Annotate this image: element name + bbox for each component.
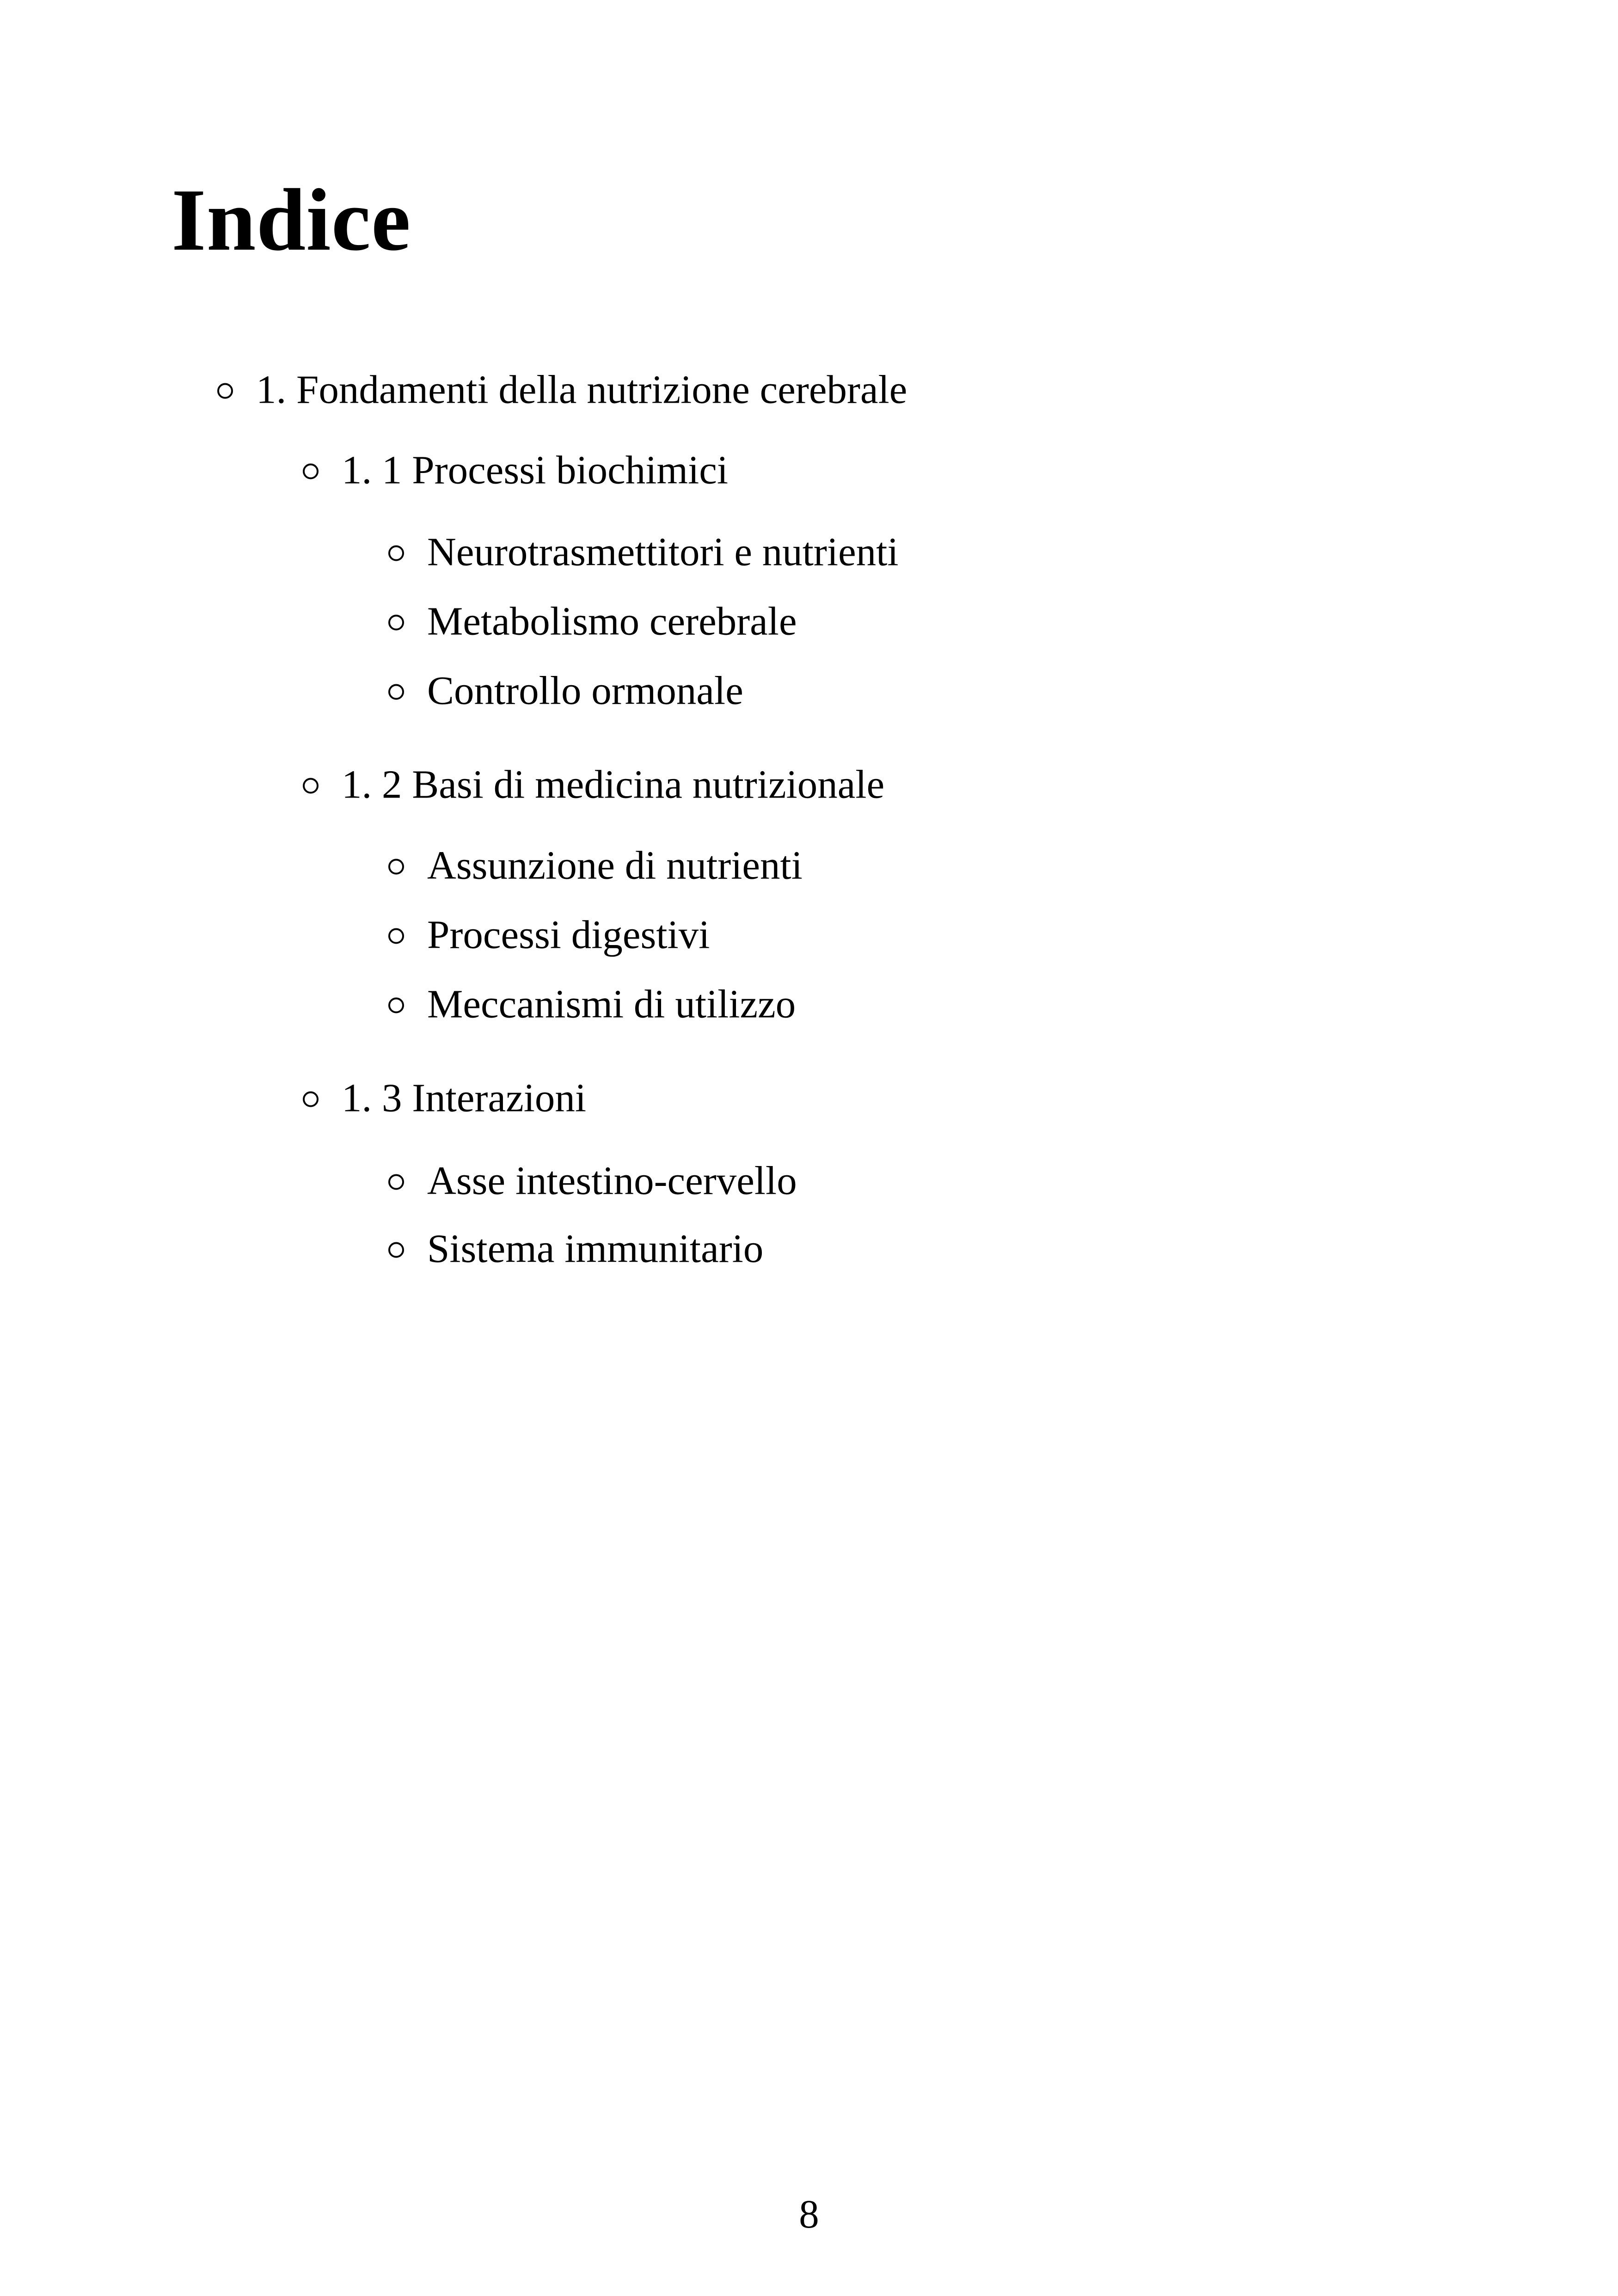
circle-bullet-icon	[388, 615, 404, 631]
circle-bullet-icon	[303, 778, 319, 794]
toc-item-label: 1. 1 Processi biochimici	[342, 447, 729, 492]
toc-item-section-1-2[interactable]	[303, 761, 885, 807]
circle-bullet-icon	[217, 383, 233, 399]
toc-item-chapter-1[interactable]	[217, 369, 907, 410]
circle-bullet-icon	[388, 998, 404, 1013]
circle-bullet-icon	[303, 1092, 319, 1107]
toc-item-sistema-immunitario[interactable]	[388, 1228, 763, 1269]
toc-item-section-1-3[interactable]	[303, 1075, 587, 1120]
toc-item-label: Processi digestivi	[427, 912, 710, 957]
page-number: 8	[799, 2192, 819, 2236]
toc-item-assunzione[interactable]	[388, 842, 803, 888]
circle-bullet-icon	[388, 1242, 404, 1258]
toc-item-neurotrasmettitori[interactable]	[388, 529, 899, 574]
circle-bullet-icon	[388, 928, 404, 944]
circle-bullet-icon	[388, 859, 404, 875]
toc-item-label: 1. 3 Interazioni	[342, 1075, 587, 1120]
toc-item-label: 1. 2 Basi di medicina nutrizionale	[342, 761, 885, 807]
circle-bullet-icon	[388, 546, 404, 561]
toc-item-label: Metabolismo cerebrale	[427, 598, 797, 644]
toc-item-metabolismo[interactable]	[388, 598, 797, 644]
toc-item-label: Neurotrasmettitori e nutrienti	[427, 529, 899, 574]
toc-item-processi-digestivi[interactable]	[388, 912, 710, 957]
toc-item-label: Sistema immunitario	[427, 1226, 764, 1271]
toc-item-controllo-ormonale[interactable]	[388, 670, 743, 711]
circle-bullet-icon	[303, 464, 319, 479]
toc-item-label: Assunzione di nutrienti	[427, 842, 803, 888]
toc-item-label: Asse intestino-cervello	[427, 1158, 797, 1203]
toc-item-section-1-1[interactable]	[303, 447, 729, 492]
circle-bullet-icon	[388, 684, 404, 700]
toc-item-meccanismi[interactable]	[388, 981, 796, 1026]
toc-item-label: 1. Fondamenti della nutrizione cerebrale	[256, 367, 907, 412]
toc-item-asse-intestino[interactable]	[388, 1160, 797, 1201]
page-title: Indice	[172, 171, 411, 269]
toc-item-label: Controllo ormonale	[427, 668, 743, 713]
toc-item-label: Meccanismi di utilizzo	[427, 981, 796, 1026]
circle-bullet-icon	[388, 1174, 404, 1190]
